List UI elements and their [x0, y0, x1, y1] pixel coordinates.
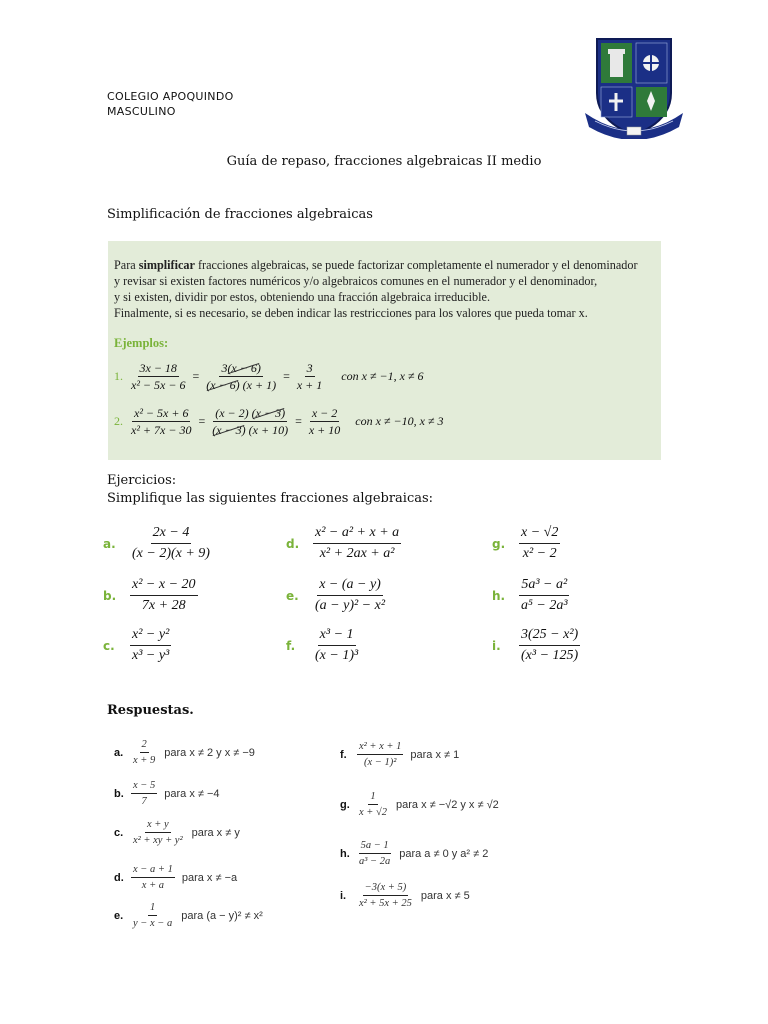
numerator: x³ − 1 [318, 626, 356, 646]
numerator: 5a³ − a² [519, 576, 569, 596]
numerator: x² − x − 20 [130, 576, 198, 596]
numerator: x + y [145, 818, 171, 833]
answer-label: c. [114, 826, 124, 839]
exercises-subtitle: Simplifique las siguientes fracciones algebraicas: [107, 491, 434, 506]
fraction [131, 818, 185, 847]
exercise-i [492, 626, 583, 665]
fraction [130, 576, 198, 615]
fraction [357, 839, 392, 868]
numerator: 5a − 1 [359, 839, 391, 854]
denominator [210, 422, 290, 437]
denominator: x² − 2 [522, 546, 557, 561]
answer-label: g. [340, 798, 350, 811]
answer-i [340, 881, 470, 910]
factor: 3 [221, 361, 228, 375]
numerator: 3x − 18 [139, 361, 177, 375]
exercise-label: g. [492, 536, 506, 551]
numerator: x² − y² [130, 626, 171, 646]
fraction [204, 361, 278, 392]
example-number: 1. [114, 369, 123, 383]
intro-text [114, 257, 659, 321]
answer-label: h. [340, 847, 350, 860]
fraction [519, 576, 570, 615]
answer-label: i. [340, 889, 347, 902]
answer-condition: para x ≠ 2 y x ≠ −9 [164, 746, 255, 759]
fraction [130, 524, 212, 563]
answer-g [340, 790, 499, 819]
intro-line4: Finalmente, si es necesario, se deben indicar las restricciones para los valores que pueda tomar x. [114, 306, 588, 320]
numerator: x − a + 1 [131, 863, 175, 878]
numerator: x − √2 [519, 524, 560, 544]
denominator: (x − 1)² [364, 757, 397, 768]
fraction [295, 361, 324, 392]
school-crest-logo [583, 35, 685, 139]
intro-line3: y si existen, dividir por estos, obteniendo una fracción algebraica irreducible. [114, 290, 490, 304]
numerator: 3 [306, 361, 313, 375]
equals-sign: = [192, 369, 200, 383]
exercise-label: e. [286, 588, 299, 603]
numerator: 2x − 4 [151, 524, 192, 544]
page-title: Guía de repaso, fracciones algebraicas II medio [226, 154, 542, 169]
denominator: (a − y)² − x² [315, 598, 386, 613]
cancelled-factor: (x − 6) [206, 378, 240, 392]
fraction [313, 576, 387, 615]
answer-label: e. [114, 909, 124, 922]
fraction [129, 406, 193, 437]
fraction [357, 790, 389, 819]
fraction [131, 779, 157, 808]
denominator: x + 1 [296, 378, 323, 392]
denominator: x + 10 [308, 423, 341, 437]
fraction [129, 361, 187, 392]
denominator: (x³ − 125) [521, 648, 579, 663]
exercise-label: i. [492, 638, 501, 653]
numerator: x − (a − y) [317, 576, 383, 596]
answer-condition: para a ≠ 0 y a² ≠ 2 [399, 847, 489, 860]
cancelled-factor: (x − 3) [251, 406, 286, 420]
fraction [307, 406, 342, 437]
answer-condition: para x ≠ −a [181, 871, 238, 884]
numerator [213, 406, 287, 422]
denominator: x² − 5x − 6 [131, 378, 186, 392]
denominator: a³ − 2a [359, 856, 391, 867]
denominator: x + a [141, 880, 165, 891]
denominator: x² + 2ax + a² [319, 546, 395, 561]
fraction [210, 406, 290, 437]
factor: (x − 2) [215, 406, 249, 420]
exercise-f [286, 626, 363, 665]
exercise-label: d. [286, 536, 300, 551]
denominator: 7 [141, 796, 147, 807]
example-number: 2. [114, 414, 123, 428]
denominator [204, 377, 278, 392]
exercise-label: a. [103, 536, 116, 551]
equals-sign: = [295, 414, 302, 428]
school-name [107, 89, 234, 119]
answer-f [340, 740, 459, 769]
numerator: x − 2 [311, 406, 338, 420]
numerator: 3(25 − x²) [519, 626, 580, 646]
denominator: x + 9 [133, 755, 156, 766]
answer-condition: para x ≠ 5 [420, 889, 470, 902]
fraction [131, 901, 174, 930]
fraction [130, 626, 171, 665]
exercise-e [286, 576, 390, 615]
numerator: 1 [368, 790, 377, 805]
answer-condition: para x ≠ 1 [410, 748, 460, 761]
fraction [131, 863, 175, 892]
numerator [219, 361, 262, 377]
example-condition: con x ≠ −10, x ≠ 3 [355, 414, 444, 428]
exercise-h [492, 576, 573, 615]
answer-label: f. [340, 748, 347, 761]
intro-bold: simplificar [138, 258, 195, 272]
denominator: (x − 2)(x + 9) [132, 546, 210, 561]
exercise-b [103, 576, 201, 615]
numerator: 2 [140, 738, 149, 753]
intro-pre: Para [114, 258, 139, 272]
exercises-heading [107, 472, 433, 508]
exercise-label: b. [103, 588, 117, 603]
denominator: x² + 5x + 25 [359, 898, 412, 909]
denominator: x² + 7x − 30 [131, 423, 192, 437]
answer-label: b. [114, 787, 124, 800]
denominator: (x − 1)³ [315, 648, 359, 663]
intro-line2: y revisar si existen factores numéricos y/o algebraicos comunes en el numerador y el denominador, [114, 274, 598, 288]
denominator: x³ − y³ [132, 648, 170, 663]
denominator: y − x − a [133, 918, 173, 929]
answers-title: Respuestas. [107, 703, 194, 718]
exercises-title: Ejercicios: [107, 473, 177, 488]
example-1 [114, 361, 424, 392]
answer-h [340, 839, 488, 868]
example-2 [114, 406, 444, 437]
exercise-d [286, 524, 404, 563]
examples-title: Ejemplos: [114, 336, 169, 350]
answer-d [114, 863, 237, 892]
denominator: 7x + 28 [141, 598, 186, 613]
numerator: x² − 5x + 6 [134, 406, 189, 420]
exercise-label: c. [103, 638, 115, 653]
answer-b [114, 779, 220, 808]
fraction [357, 881, 414, 910]
denominator: a⁵ − 2a³ [521, 598, 568, 613]
factor: (x + 10) [248, 423, 289, 437]
example-condition: con x ≠ −1, x ≠ 6 [341, 369, 424, 383]
fraction [313, 524, 401, 563]
exercise-label: h. [492, 588, 506, 603]
numerator: x² − a² + x + a [313, 524, 401, 544]
denominator: x² + xy + y² [133, 835, 183, 846]
fraction [313, 626, 360, 665]
cancelled-factor: (x − 6) [227, 361, 261, 375]
numerator: x² + x + 1 [357, 740, 403, 755]
numerator: 1 [148, 901, 157, 916]
denominator: x + √2 [359, 807, 388, 818]
answer-c [114, 818, 240, 847]
fraction [519, 524, 560, 563]
numerator: −3(x + 5) [363, 881, 409, 896]
factor: (x + 1) [242, 378, 277, 392]
answer-e [114, 901, 263, 930]
answer-label: a. [114, 746, 124, 759]
answer-condition: para x ≠ y [191, 826, 240, 839]
equals-sign: = [198, 414, 206, 428]
explanation-box [108, 241, 661, 460]
section-title: Simplificación de fracciones algebraicas [107, 207, 373, 222]
exercise-c [103, 626, 174, 665]
answer-condition: para x ≠ −√2 y x ≠ √2 [396, 798, 499, 811]
numerator: x − 5 [131, 779, 157, 794]
answer-condition: para (a − y)² ≠ x² [181, 909, 263, 922]
intro-line1: fracciones algebraicas, se puede factorizar completamente el numerador y el denominador [194, 258, 638, 272]
fraction [519, 626, 580, 665]
cancelled-factor: (x − 3) [212, 423, 246, 437]
equals-sign: = [283, 369, 290, 383]
school-name-line2: MASCULINO [107, 105, 176, 118]
answer-label: d. [114, 871, 124, 884]
school-name-line1: COLEGIO APOQUINDO [107, 90, 234, 103]
answer-a [114, 738, 255, 767]
fraction [131, 738, 157, 767]
answer-condition: para x ≠ −4 [164, 787, 220, 800]
exercise-g [492, 524, 563, 563]
exercise-label: f. [286, 638, 296, 653]
fraction [357, 740, 403, 769]
exercise-a [103, 524, 215, 563]
